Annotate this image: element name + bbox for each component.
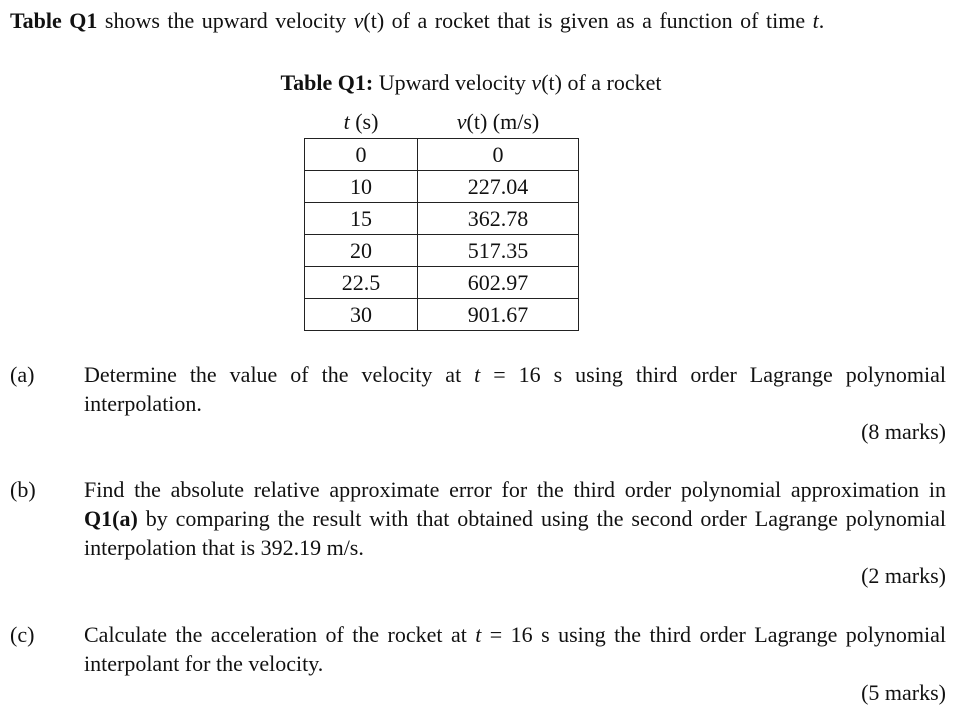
header-velocity [418, 106, 579, 139]
time-cell: 15 [305, 203, 418, 235]
question-a-label: (a) [10, 362, 35, 387]
velocity-cell: 227.04 [418, 171, 579, 203]
table-header-row [305, 106, 579, 139]
header-vel-symbol: v [456, 109, 467, 134]
intro-table-ref: Table Q1 [10, 8, 98, 33]
intro-v-symbol: v [353, 8, 364, 33]
question-a-text [84, 360, 946, 418]
table-row [305, 203, 579, 235]
header-time [305, 106, 418, 139]
velocity-cell: 362.78 [418, 203, 579, 235]
question-b-text [84, 475, 946, 562]
question-a-t-value: = 16 s [480, 362, 563, 387]
velocity-cell: 517.35 [418, 235, 579, 267]
intro-end: . [818, 8, 825, 33]
table-caption [0, 68, 954, 98]
velocity-cell: 602.97 [418, 267, 579, 299]
question-b-marks: (2 marks) [861, 563, 946, 588]
header-vel-unit: (m/s) [487, 109, 540, 134]
intro-text-2: of a rocket that is given as a function of time [384, 8, 813, 33]
table-row [305, 235, 579, 267]
velocity-cell: 0 [418, 139, 579, 171]
velocity-cell: 901.67 [418, 299, 579, 331]
question-b-ref: Q1(a) [84, 506, 138, 531]
caption-arg: (t) [541, 70, 562, 95]
question-c-marks: (5 marks) [861, 680, 946, 705]
question-c-t-symbol: t [475, 622, 482, 647]
intro-t-symbol: t [812, 8, 819, 33]
header-vel-arg: (t) [466, 109, 488, 134]
caption-v: v [531, 70, 542, 95]
header-time-symbol: t [343, 109, 350, 134]
question-a-text-1: Determine the value of the velocity at [84, 362, 475, 387]
question-b-text-1: Find the absolute relative approximate error for the third order polynomial approximation in [84, 477, 946, 502]
question-c-text-1: Calculate the acceleration of the rocket at [84, 622, 476, 647]
table-row [305, 171, 579, 203]
caption-label: Table Q1: [280, 70, 374, 95]
question-a-text-2: using third order Lagrange polynomial interpolation. [84, 362, 947, 416]
caption-text: Upward velocity [373, 70, 532, 95]
question-c-label: (c) [10, 622, 35, 647]
table-row [305, 267, 579, 299]
intro-text-1: shows the upward velocity [97, 8, 354, 33]
time-cell: 22.5 [305, 267, 418, 299]
time-cell: 20 [305, 235, 418, 267]
table-row [305, 299, 579, 331]
intro-v-arg: (t) [363, 8, 385, 33]
question-a-marks: (8 marks) [861, 419, 946, 444]
question-c-text [84, 620, 946, 678]
time-cell: 0 [305, 139, 418, 171]
velocity-table [304, 106, 579, 331]
time-cell: 10 [305, 171, 418, 203]
intro-paragraph [10, 6, 950, 36]
time-cell: 30 [305, 299, 418, 331]
question-b-text-2: by comparing the result with that obtained using the second order Lagrange polynomial interpolation that is 392.19 m/s. [84, 506, 946, 560]
table-row [305, 139, 579, 171]
question-c-t-value: = 16 s [481, 622, 550, 647]
header-time-unit: (s) [349, 109, 379, 134]
caption-end: of a rocket [561, 70, 662, 95]
question-a-t-symbol: t [474, 362, 481, 387]
question-b-label: (b) [10, 477, 36, 502]
question-c-text-2: using the third order Lagrange polynomial interpolant for the velocity. [84, 622, 947, 676]
